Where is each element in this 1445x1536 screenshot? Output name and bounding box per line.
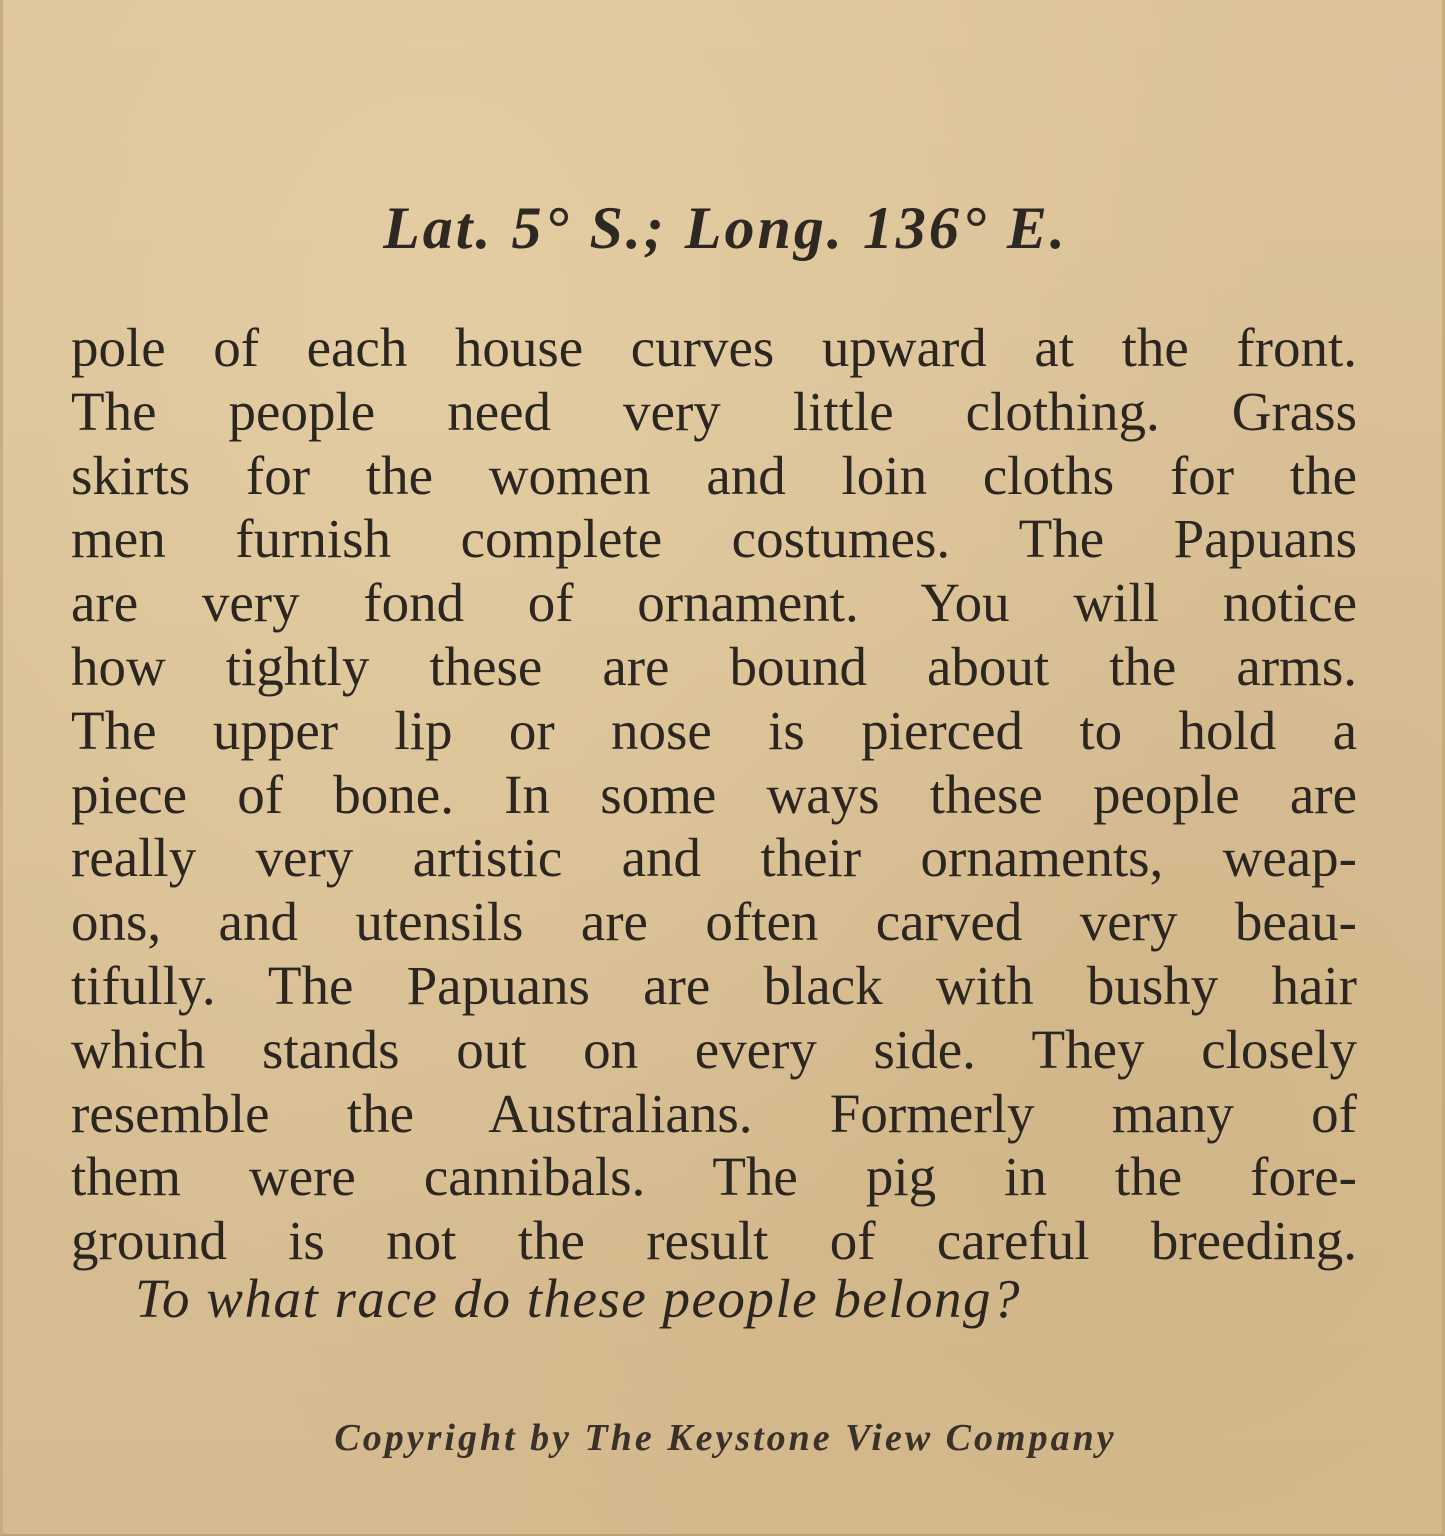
coordinates-heading: Lat. 5° S.; Long. 136° E. [383,195,1068,261]
text-line: are very fond of ornament. You will notice [71,572,1357,634]
text-line: skirts for the women and loin cloths for the [71,444,1357,506]
text-line: men furnish complete costumes. The Papuans [71,508,1357,570]
text-line: really very artistic and their ornaments, weap- [71,827,1357,889]
text-line: them were cannibals. The pig in the fore- [71,1146,1357,1208]
copyright-notice: Copyright by The Keystone View Company [334,1417,1117,1459]
text-line: resemble the Australians. Formerly many of [71,1082,1357,1144]
text-line: how tightly these are bound about the arms. [71,635,1357,697]
text-line: ground is not the result of careful breeding. [71,1210,1357,1272]
text-line: ons, and utensils are often carved very beau- [71,891,1357,953]
text-line: which stands out on every side. They closely [71,1018,1357,1080]
text-line: tifully. The Papuans are black with bushy hair [71,954,1357,1016]
text-line: piece of bone. In some ways these people are [71,763,1357,825]
text-line: The upper lip or nose is pierced to hold a [71,699,1357,761]
study-question: To what race do these people belong? [135,1268,1022,1329]
text-line: The people need very little clothing. Grass [71,380,1357,442]
description-paragraph [71,316,1357,1273]
text-line: pole of each house curves upward at the front. [71,317,1357,378]
